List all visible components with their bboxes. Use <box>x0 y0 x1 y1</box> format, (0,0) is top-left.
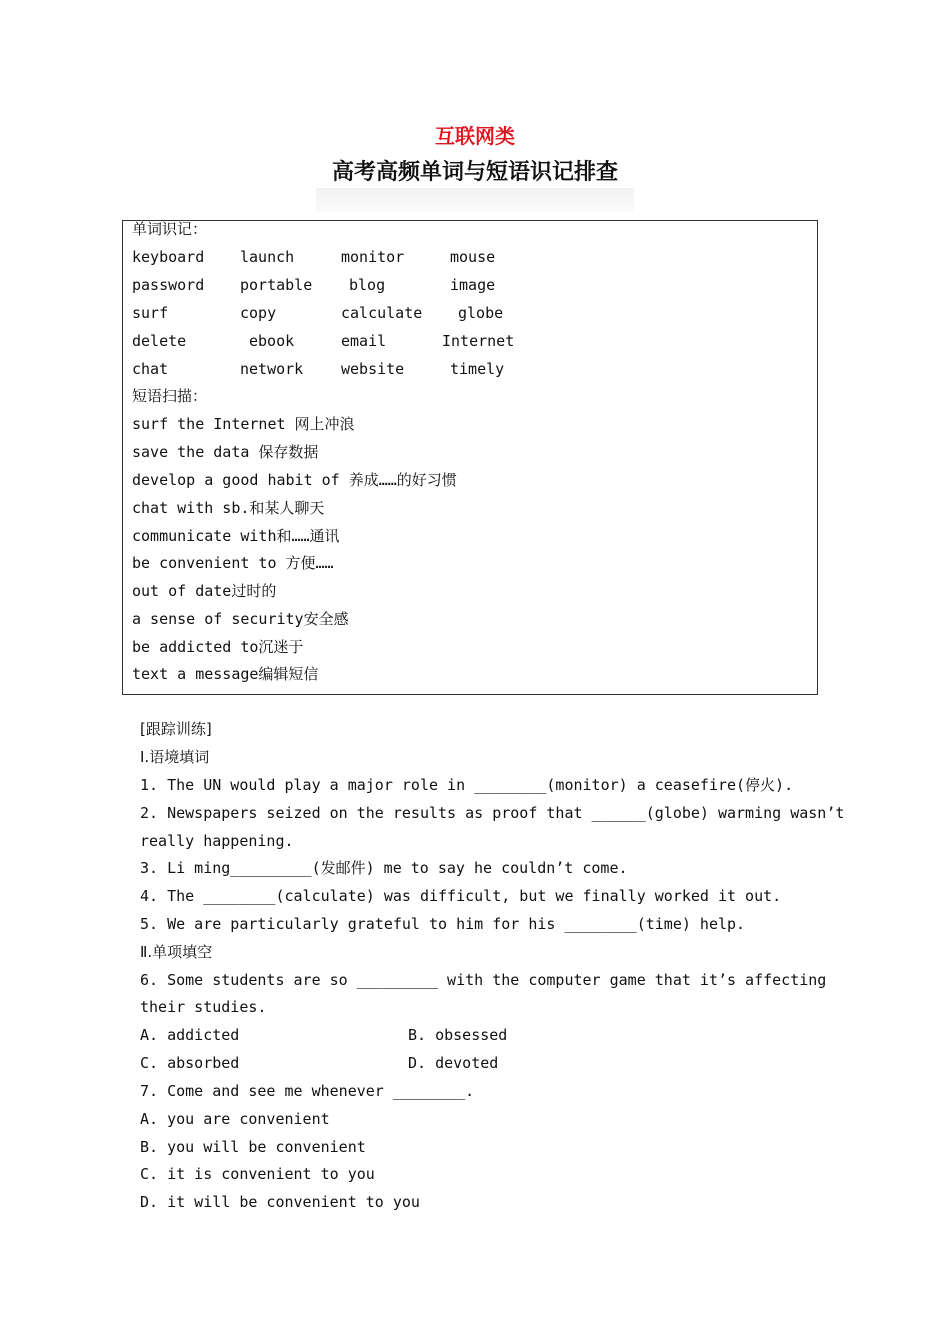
word-cell: portable <box>240 276 313 294</box>
word-cell: calculate <box>341 304 423 322</box>
word-cell: launch <box>240 248 295 266</box>
word-cell: timely <box>450 360 505 378</box>
phrase-item: out of date过时的 <box>132 582 277 600</box>
option-c: C. it is convenient to you <box>140 1165 375 1183</box>
phrase-item: surf the Internet 网上冲浪 <box>132 415 355 433</box>
phrase-item: a sense of security安全感 <box>132 610 349 628</box>
phrases-heading: 短语扫描： <box>132 387 208 405</box>
option-b: B. you will be convenient <box>140 1138 366 1156</box>
phrase-item: be addicted to沉迷于 <box>132 638 304 656</box>
word-cell: mouse <box>450 248 496 266</box>
word-cell: blog <box>349 276 386 294</box>
word-cell: delete <box>132 332 187 350</box>
option-b: B. obsessed <box>408 1026 508 1044</box>
word-row <box>132 275 812 295</box>
words-heading: 单词识记： <box>132 220 208 238</box>
option-c: C. absorbed <box>140 1054 240 1072</box>
option-d: D. it will be convenient to you <box>140 1193 420 1211</box>
word-cell: image <box>450 276 496 294</box>
word-cell: chat <box>132 360 169 378</box>
exercise-line: 3. Li ming_________(发邮件) me to say he couldn’t come. <box>140 859 628 877</box>
page-title: 高考高频单词与短语识记排查 <box>331 160 618 185</box>
question-6-stem: 6. Some students are so _________ with the computer game that it’s affecting <box>140 971 827 989</box>
word-cell: email <box>341 332 387 350</box>
exercise-line: really happening. <box>140 832 294 850</box>
word-cell: copy <box>240 304 277 322</box>
phrase-item: develop a good habit of 养成……的好习惯 <box>132 471 457 489</box>
word-cell: ebook <box>249 332 295 350</box>
word-cell: Internet <box>442 332 515 350</box>
word-row <box>132 331 812 351</box>
title-underlay <box>316 188 634 212</box>
exercise-line: 2. Newspapers seized on the results as proof that ______(globe) warming wasn’t <box>140 804 845 822</box>
word-cell: password <box>132 276 205 294</box>
question-6-stem-cont: their studies. <box>140 998 267 1016</box>
exercise-line: 1. The UN would play a major role in ________(monitor) a ceasefire(停火). <box>140 776 794 794</box>
option-d: D. devoted <box>408 1054 499 1072</box>
word-cell: website <box>341 360 405 378</box>
word-row <box>132 359 812 379</box>
exercise-line: 5. We are particularly grateful to him for his ________(time) help. <box>140 915 746 933</box>
phrase-item: communicate with和……通讯 <box>132 527 340 545</box>
section-label: [跟踪训练] <box>140 720 212 738</box>
word-cell: surf <box>132 304 169 322</box>
question-7-stem: 7. Come and see me whenever ________. <box>140 1082 475 1100</box>
option-a: A. you are convenient <box>140 1110 330 1128</box>
phrase-item: be convenient to 方便…… <box>132 554 334 572</box>
part2-heading: Ⅱ.单项填空 <box>140 943 213 961</box>
word-cell: globe <box>458 304 504 322</box>
phrase-item: text a message编辑短信 <box>132 665 319 683</box>
word-row <box>132 247 812 267</box>
word-cell: keyboard <box>132 248 205 266</box>
category-title: 互联网类 <box>435 124 515 148</box>
word-row <box>132 303 812 323</box>
option-a: A. addicted <box>140 1026 240 1044</box>
exercise-line: 4. The ________(calculate) was difficult, but we finally worked it out. <box>140 887 782 905</box>
word-cell: network <box>240 360 304 378</box>
part1-heading: Ⅰ.语境填词 <box>140 748 210 766</box>
word-cell: monitor <box>341 248 405 266</box>
phrase-item: save the data 保存数据 <box>132 443 319 461</box>
phrase-item: chat with sb.和某人聊天 <box>132 499 325 517</box>
